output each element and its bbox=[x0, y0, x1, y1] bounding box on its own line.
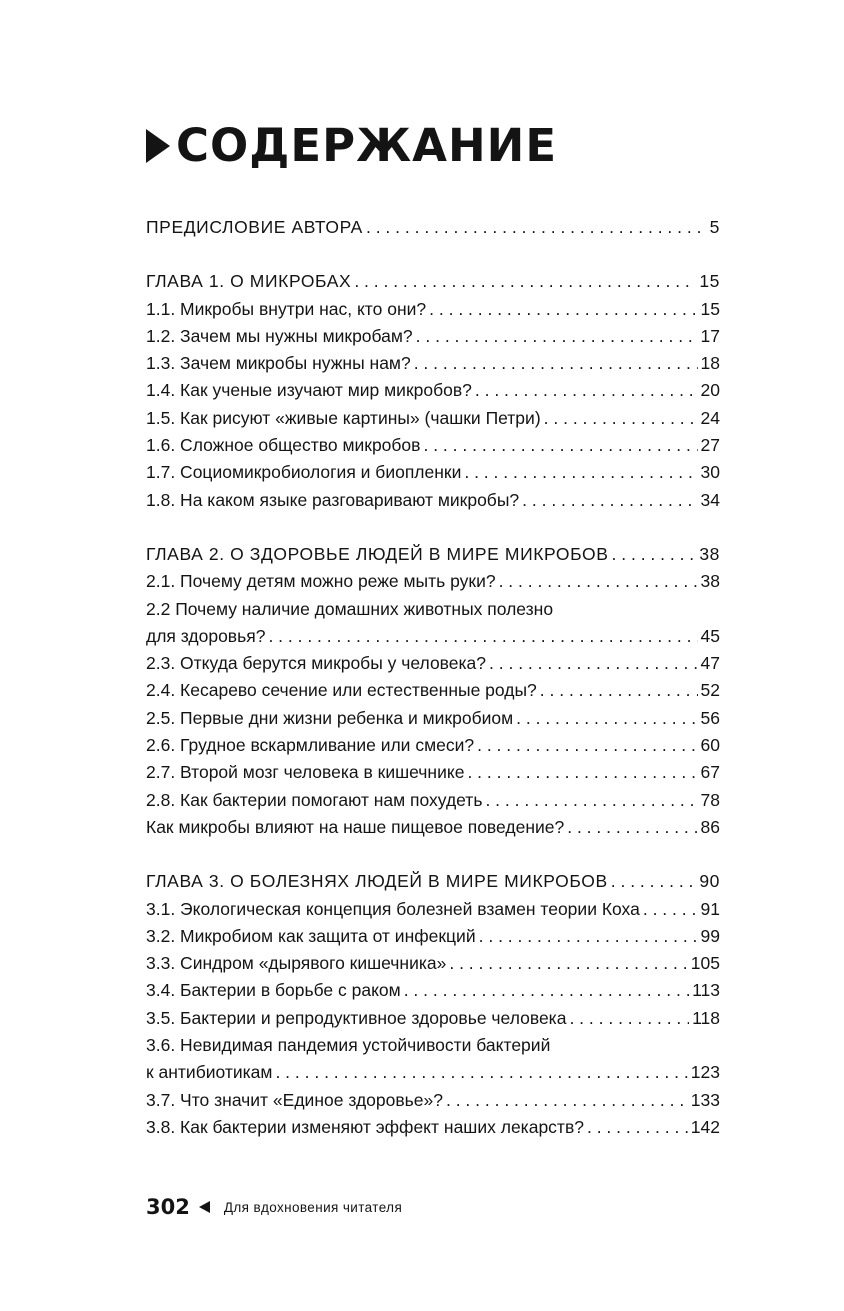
dot-leader bbox=[479, 923, 698, 950]
entry-label: ГЛАВА 1. О МИКРОБАХ bbox=[146, 271, 352, 292]
toc-entry[interactable] bbox=[146, 432, 720, 459]
dot-leader bbox=[516, 705, 697, 732]
entry-page: 20 bbox=[700, 380, 720, 401]
entry-page: 123 bbox=[690, 1062, 720, 1083]
entry-page: 91 bbox=[700, 898, 720, 919]
entry-label: 1.5. Как рисуют «живые картины» (чашки Петри) bbox=[146, 407, 541, 428]
dot-leader bbox=[540, 677, 698, 704]
entry-page: 38 bbox=[700, 571, 720, 592]
entry-label: 3.3. Синдром «дырявого кишечника» bbox=[146, 953, 447, 974]
entry-page: 17 bbox=[700, 325, 720, 346]
entry-label: 3.1. Экологическая концепция болезней взамен теории Коха bbox=[146, 898, 640, 919]
toc-heading bbox=[146, 118, 557, 174]
toc-entry[interactable] bbox=[146, 1005, 720, 1032]
dot-leader bbox=[354, 268, 696, 295]
entry-label: 3.5. Бактерии и репродуктивное здоровье человека bbox=[146, 1007, 567, 1028]
dot-leader bbox=[475, 377, 698, 404]
dot-leader bbox=[489, 650, 698, 677]
entry-page: 15 bbox=[700, 298, 720, 319]
toc-entry-chapter[interactable] bbox=[146, 268, 720, 295]
entry-label: ПРЕДИСЛОВИЕ АВТОРА bbox=[146, 217, 363, 237]
dot-leader bbox=[499, 568, 698, 595]
entry-label: для здоровья? bbox=[146, 625, 266, 646]
entry-page: 38 bbox=[699, 543, 720, 564]
toc-entry-chapter[interactable] bbox=[146, 541, 720, 568]
toc-entry[interactable] bbox=[146, 705, 720, 732]
dot-leader bbox=[464, 459, 697, 486]
entry-label: Как микробы влияют на наше пищевое поведение? bbox=[146, 816, 565, 837]
toc-entry[interactable] bbox=[146, 923, 720, 950]
toc-entry[interactable] bbox=[146, 759, 720, 786]
entry-page: 78 bbox=[700, 789, 720, 810]
dot-leader bbox=[366, 214, 707, 241]
entry-label: 1.6. Сложное общество микробов bbox=[146, 435, 421, 456]
entry-label: 2.7. Второй мозг человека в кишечнике bbox=[146, 762, 465, 783]
entry-page: 99 bbox=[700, 925, 720, 946]
toc-entry[interactable] bbox=[146, 1059, 720, 1086]
toc-entry[interactable] bbox=[146, 1087, 720, 1114]
entry-label: 3.7. Что значит «Единое здоровье»? bbox=[146, 1089, 443, 1110]
entry-page: 113 bbox=[692, 980, 720, 1001]
entry-label: 2.1. Почему детям можно реже мыть руки? bbox=[146, 571, 496, 592]
entry-page: 52 bbox=[700, 680, 720, 701]
entry-page: 47 bbox=[700, 653, 720, 674]
dot-leader bbox=[587, 1114, 688, 1141]
dot-leader bbox=[544, 405, 698, 432]
entry-page: 67 bbox=[700, 762, 720, 783]
dot-leader bbox=[449, 950, 687, 977]
dot-leader bbox=[404, 977, 689, 1004]
dot-leader bbox=[569, 1005, 689, 1032]
toc-entry[interactable] bbox=[146, 377, 720, 404]
toc-entry[interactable] bbox=[146, 296, 720, 323]
entry-page: 56 bbox=[700, 707, 720, 728]
dot-leader bbox=[268, 623, 697, 650]
triangle-right-icon bbox=[146, 129, 170, 163]
entry-page: 27 bbox=[700, 435, 720, 456]
page-title: СОДЕРЖАНИЕ bbox=[176, 119, 558, 172]
entry-label: ГЛАВА 2. О ЗДОРОВЬЕ ЛЮДЕЙ В МИРЕ МИКРОБОВ bbox=[146, 543, 609, 564]
toc-entry[interactable] bbox=[146, 323, 720, 350]
page-number: 302 bbox=[146, 1195, 190, 1219]
toc-entry[interactable] bbox=[146, 677, 720, 704]
toc-entry[interactable] bbox=[146, 814, 720, 841]
toc-entry[interactable] bbox=[146, 732, 720, 759]
entry-label: 3.8. Как бактерии изменяют эффект наших лекарств? bbox=[146, 1116, 584, 1137]
preface-section bbox=[146, 214, 720, 241]
toc-entry-chapter[interactable] bbox=[146, 868, 720, 895]
entry-page: 133 bbox=[690, 1089, 720, 1110]
toc-entry[interactable] bbox=[146, 350, 720, 377]
toc-entry[interactable] bbox=[146, 650, 720, 677]
entry-label: 3.4. Бактерии в борьбе с раком bbox=[146, 980, 401, 1001]
entry-page: 60 bbox=[700, 735, 720, 756]
dot-leader bbox=[429, 296, 697, 323]
dot-leader bbox=[611, 868, 697, 895]
entry-page: 86 bbox=[700, 816, 720, 837]
entry-label: 1.3. Зачем микробы нужны нам? bbox=[146, 353, 411, 374]
entry-page: 5 bbox=[709, 217, 720, 237]
entry-label: к антибиотикам bbox=[146, 1062, 273, 1083]
entry-page: 105 bbox=[690, 953, 720, 974]
dot-leader bbox=[416, 323, 698, 350]
entry-page: 30 bbox=[700, 462, 720, 483]
dot-leader bbox=[467, 759, 697, 786]
toc-entry[interactable] bbox=[146, 896, 720, 923]
running-title: Для вдохновения читателя bbox=[223, 1199, 403, 1215]
toc-entry[interactable] bbox=[146, 623, 720, 650]
toc-entry[interactable] bbox=[146, 950, 720, 977]
entry-page: 18 bbox=[700, 353, 720, 374]
entry-page: 142 bbox=[690, 1116, 720, 1137]
entry-page: 34 bbox=[700, 489, 720, 510]
dot-leader bbox=[567, 814, 697, 841]
entry-label: ГЛАВА 3. О БОЛЕЗНЯХ ЛЮДЕЙ В МИРЕ МИКРОБОВ bbox=[146, 871, 608, 892]
entry-label: 3.2. Микробиом как защита от инфекций bbox=[146, 925, 476, 946]
toc-entry-first-line[interactable]: 3.6. Невидимая пандемия устойчивости бактерий bbox=[146, 1035, 551, 1056]
toc-entry[interactable] bbox=[146, 405, 720, 432]
entry-page: 45 bbox=[700, 625, 720, 646]
entry-label: 1.4. Как ученые изучают мир микробов? bbox=[146, 380, 472, 401]
entry-label: 1.8. На каком языке разговаривают микробы? bbox=[146, 489, 520, 510]
toc-entry-preface[interactable] bbox=[146, 214, 720, 241]
dot-leader bbox=[612, 541, 697, 568]
dot-leader bbox=[414, 350, 698, 377]
entry-label: 2.6. Грудное вскармливание или смеси? bbox=[146, 735, 475, 756]
page-footer bbox=[146, 1192, 402, 1222]
triangle-left-icon bbox=[199, 1201, 210, 1213]
chapter-1-section bbox=[146, 268, 720, 514]
entry-label: 1.1. Микробы внутри нас, кто они? bbox=[146, 298, 427, 319]
toc-entry[interactable] bbox=[146, 568, 720, 595]
dot-leader bbox=[446, 1087, 688, 1114]
chapter-3-section bbox=[146, 868, 720, 1141]
dot-leader bbox=[485, 787, 697, 814]
toc-entry[interactable] bbox=[146, 487, 720, 514]
chapter-2-section bbox=[146, 541, 720, 841]
entry-label: 2.3. Откуда берутся микробы у человека? bbox=[146, 653, 487, 674]
dot-leader bbox=[477, 732, 697, 759]
dot-leader bbox=[643, 896, 698, 923]
entry-label: 2.5. Первые дни жизни ребенка и микробиом bbox=[146, 707, 514, 728]
dot-leader bbox=[275, 1059, 687, 1086]
table-of-contents bbox=[146, 214, 720, 1168]
entry-page: 118 bbox=[692, 1007, 720, 1028]
entry-page: 15 bbox=[699, 271, 720, 292]
entry-page: 90 bbox=[699, 871, 720, 892]
entry-label: 1.7. Социомикробиология и биопленки bbox=[146, 462, 462, 483]
toc-entry[interactable] bbox=[146, 787, 720, 814]
toc-entry[interactable] bbox=[146, 977, 720, 1004]
entry-label: 2.4. Кесарево сечение или естественные роды? bbox=[146, 680, 537, 701]
entry-label: 1.2. Зачем мы нужны микробам? bbox=[146, 325, 413, 346]
dot-leader bbox=[522, 487, 697, 514]
toc-entry[interactable] bbox=[146, 459, 720, 486]
toc-entry[interactable] bbox=[146, 1114, 720, 1141]
dot-leader bbox=[423, 432, 697, 459]
entry-page: 24 bbox=[700, 407, 720, 428]
toc-entry-first-line[interactable]: 2.2 Почему наличие домашних животных полезно bbox=[146, 598, 554, 619]
entry-label: 2.8. Как бактерии помогают нам похудеть bbox=[146, 789, 483, 810]
